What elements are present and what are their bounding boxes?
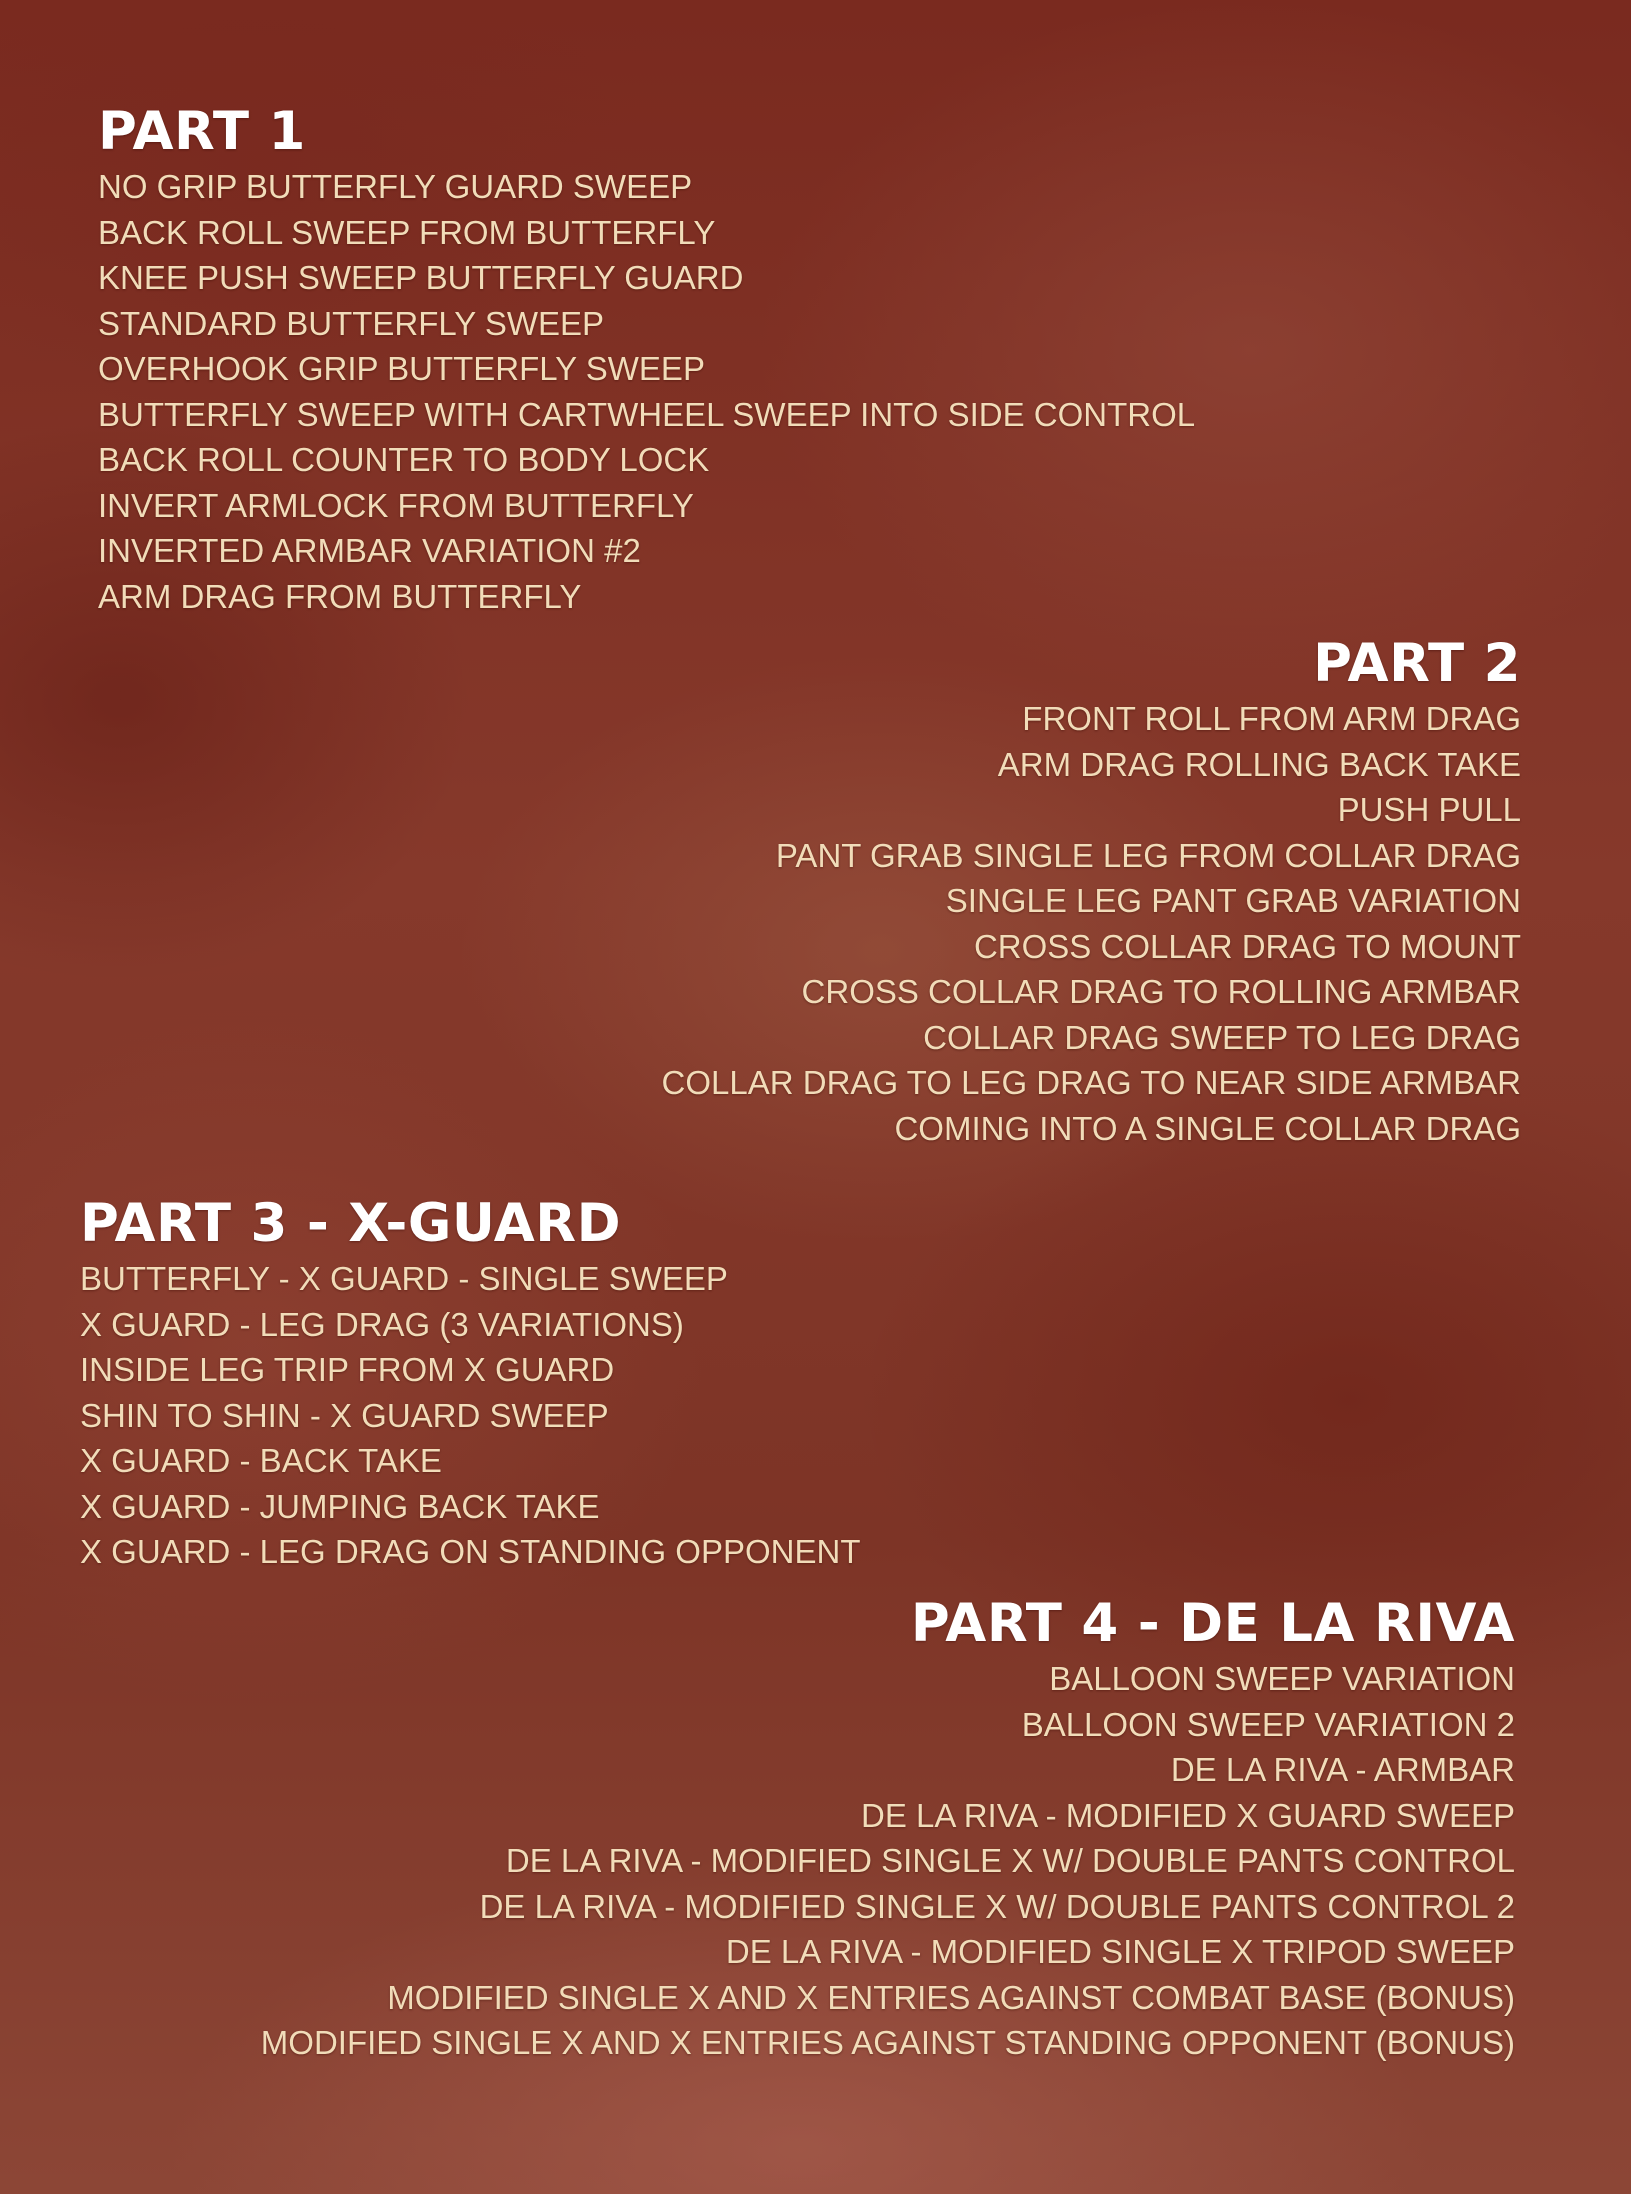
part-3-section [80, 1192, 860, 1575]
list-item: INSIDE LEG TRIP FROM X GUARD [80, 1351, 615, 1388]
list-item: KNEE PUSH SWEEP BUTTERFLY GUARD [98, 259, 744, 296]
list-item: INVERTED ARMBAR VARIATION #2 [98, 532, 641, 569]
list-item: BACK ROLL SWEEP FROM BUTTERFLY [98, 213, 716, 251]
list-item: COMING INTO A SINGLE COLLAR DRAG [894, 1109, 1521, 1147]
list-item: X GUARD - JUMPING BACK TAKE [80, 1487, 600, 1525]
part-2-section [662, 632, 1521, 1151]
part-2-heading: PART 2 [1313, 633, 1521, 694]
part-1-heading: PART 1 [98, 101, 306, 162]
list-item: DE LA RIVA - MODIFIED X GUARD SWEEP [860, 1796, 1515, 1834]
part-3-heading: PART 3 - X-GUARD [80, 1193, 622, 1254]
part-4-section [261, 1592, 1515, 2066]
list-item: FRONT ROLL FROM ARM DRAG [1022, 700, 1521, 737]
list-item: SINGLE LEG PANT GRAB VARIATION [945, 882, 1521, 919]
list-item: CROSS COLLAR DRAG TO MOUNT [973, 927, 1521, 965]
part-4-list [261, 1656, 1515, 2066]
list-item: INVERT ARMLOCK FROM BUTTERFLY [98, 486, 694, 524]
list-item: CROSS COLLAR DRAG TO ROLLING ARMBAR [801, 973, 1521, 1010]
list-item: BUTTERFLY - X GUARD - SINGLE SWEEP [80, 1260, 728, 1297]
list-item: ARM DRAG FROM BUTTERFLY [98, 577, 582, 615]
list-item: BALLOON SWEEP VARIATION [1049, 1660, 1515, 1697]
list-item: X GUARD - BACK TAKE [80, 1442, 442, 1479]
part-2-list [662, 696, 1521, 1151]
list-item: ARM DRAG ROLLING BACK TAKE [997, 745, 1521, 783]
list-item: MODIFIED SINGLE X AND X ENTRIES AGAINST STANDING OPPONENT (BONUS) [260, 2024, 1515, 2061]
list-item: DE LA RIVA - ARMBAR [1170, 1751, 1515, 1788]
list-item: PUSH PULL [1337, 791, 1521, 828]
list-item: NO GRIP BUTTERFLY GUARD SWEEP [98, 168, 693, 205]
list-item: MODIFIED SINGLE X AND X ENTRIES AGAINST COMBAT BASE (BONUS) [387, 1978, 1515, 2016]
list-item: OVERHOOK GRIP BUTTERFLY SWEEP [98, 350, 705, 387]
part-3-list [80, 1256, 860, 1575]
list-item: BUTTERFLY SWEEP WITH CARTWHEEL SWEEP INTO SIDE CONTROL [98, 395, 1196, 433]
list-item: STANDARD BUTTERFLY SWEEP [98, 304, 605, 342]
list-item: SHIN TO SHIN - X GUARD SWEEP [80, 1396, 609, 1434]
list-item: X GUARD - LEG DRAG (3 VARIATIONS) [80, 1305, 684, 1343]
list-item: COLLAR DRAG SWEEP TO LEG DRAG [923, 1018, 1521, 1056]
list-item: DE LA RIVA - MODIFIED SINGLE X W/ DOUBLE PANTS CONTROL [505, 1842, 1515, 1879]
part-1-section [98, 100, 1195, 619]
list-item: DE LA RIVA - MODIFIED SINGLE X TRIPOD SWEEP [725, 1933, 1515, 1970]
list-item: BALLOON SWEEP VARIATION 2 [1021, 1705, 1515, 1743]
list-item: DE LA RIVA - MODIFIED SINGLE X W/ DOUBLE PANTS CONTROL 2 [479, 1887, 1515, 1925]
list-item: X GUARD - LEG DRAG ON STANDING OPPONENT [80, 1533, 861, 1570]
list-item: COLLAR DRAG TO LEG DRAG TO NEAR SIDE ARMBAR [661, 1064, 1521, 1101]
list-item: BACK ROLL COUNTER TO BODY LOCK [98, 441, 710, 478]
part-4-heading: PART 4 - DE LA RIVA [910, 1593, 1515, 1654]
part-1-list [98, 164, 1195, 619]
list-item: PANT GRAB SINGLE LEG FROM COLLAR DRAG [775, 836, 1521, 874]
